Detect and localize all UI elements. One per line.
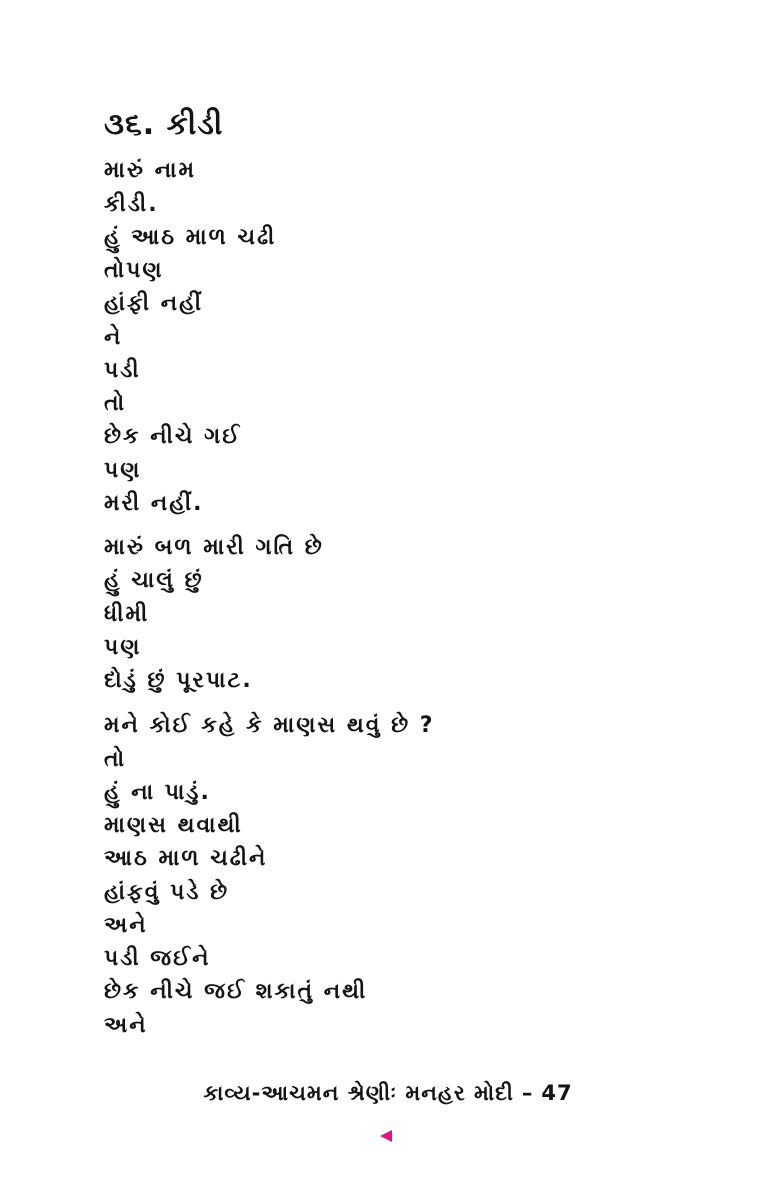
page-title: ૩૬. કીડી: [104, 107, 224, 142]
poem-line: આઠ માળ ચઢીને: [104, 846, 268, 871]
poem-line: છેક નીચે ગઈ: [104, 424, 242, 449]
poem-line: હું ના પાડું.: [104, 780, 211, 805]
poem-line: અને: [104, 1013, 148, 1038]
poem-line: મારું નામ: [104, 158, 197, 183]
poem-line: તોપણ: [104, 258, 164, 283]
page-footer: [0, 1081, 776, 1106]
poem-line: તો: [104, 391, 127, 416]
poem-line: હું ચાલું છું: [104, 568, 204, 593]
poem-line: પણ: [104, 635, 142, 660]
poem-line: પણ: [104, 458, 142, 483]
poem-line: અને: [104, 913, 148, 938]
poem-line: હાંફવું પડે છે: [104, 880, 230, 905]
poem-line: માણસ થવાથી: [104, 813, 243, 838]
poem-line: ધીમી: [104, 602, 150, 627]
poem-line: હું આઠ માળ ચઢી: [104, 225, 277, 250]
previous-page-arrow-icon[interactable]: [380, 1130, 392, 1142]
poem-line: પડી જઈને: [104, 946, 211, 971]
poem-line: ને: [104, 325, 123, 350]
footer-separator: –: [521, 1081, 534, 1105]
poem-line: મારું બળ મારી ગતિ છે: [104, 535, 324, 560]
poem-line: કીડી.: [104, 192, 159, 217]
poem-line: પડી: [104, 358, 141, 383]
poem-line: મને કોઈ કહે કે માણસ થવું છે ?: [104, 713, 435, 738]
poem-line: મરી નહીં.: [104, 491, 204, 516]
poem-line: તો: [104, 747, 127, 772]
poem-line: દોડું છું પૂરપાટ.: [104, 668, 253, 693]
poem-line: હાંફી નહીં: [104, 291, 204, 316]
page-number: 47: [541, 1081, 573, 1105]
poem-line: છેક નીચે જઈ શકાતું નથી: [104, 979, 368, 1004]
footer-series-title: કાવ્ય-આચમન શ્રેણીઃ મનહર મોદી: [203, 1081, 514, 1105]
